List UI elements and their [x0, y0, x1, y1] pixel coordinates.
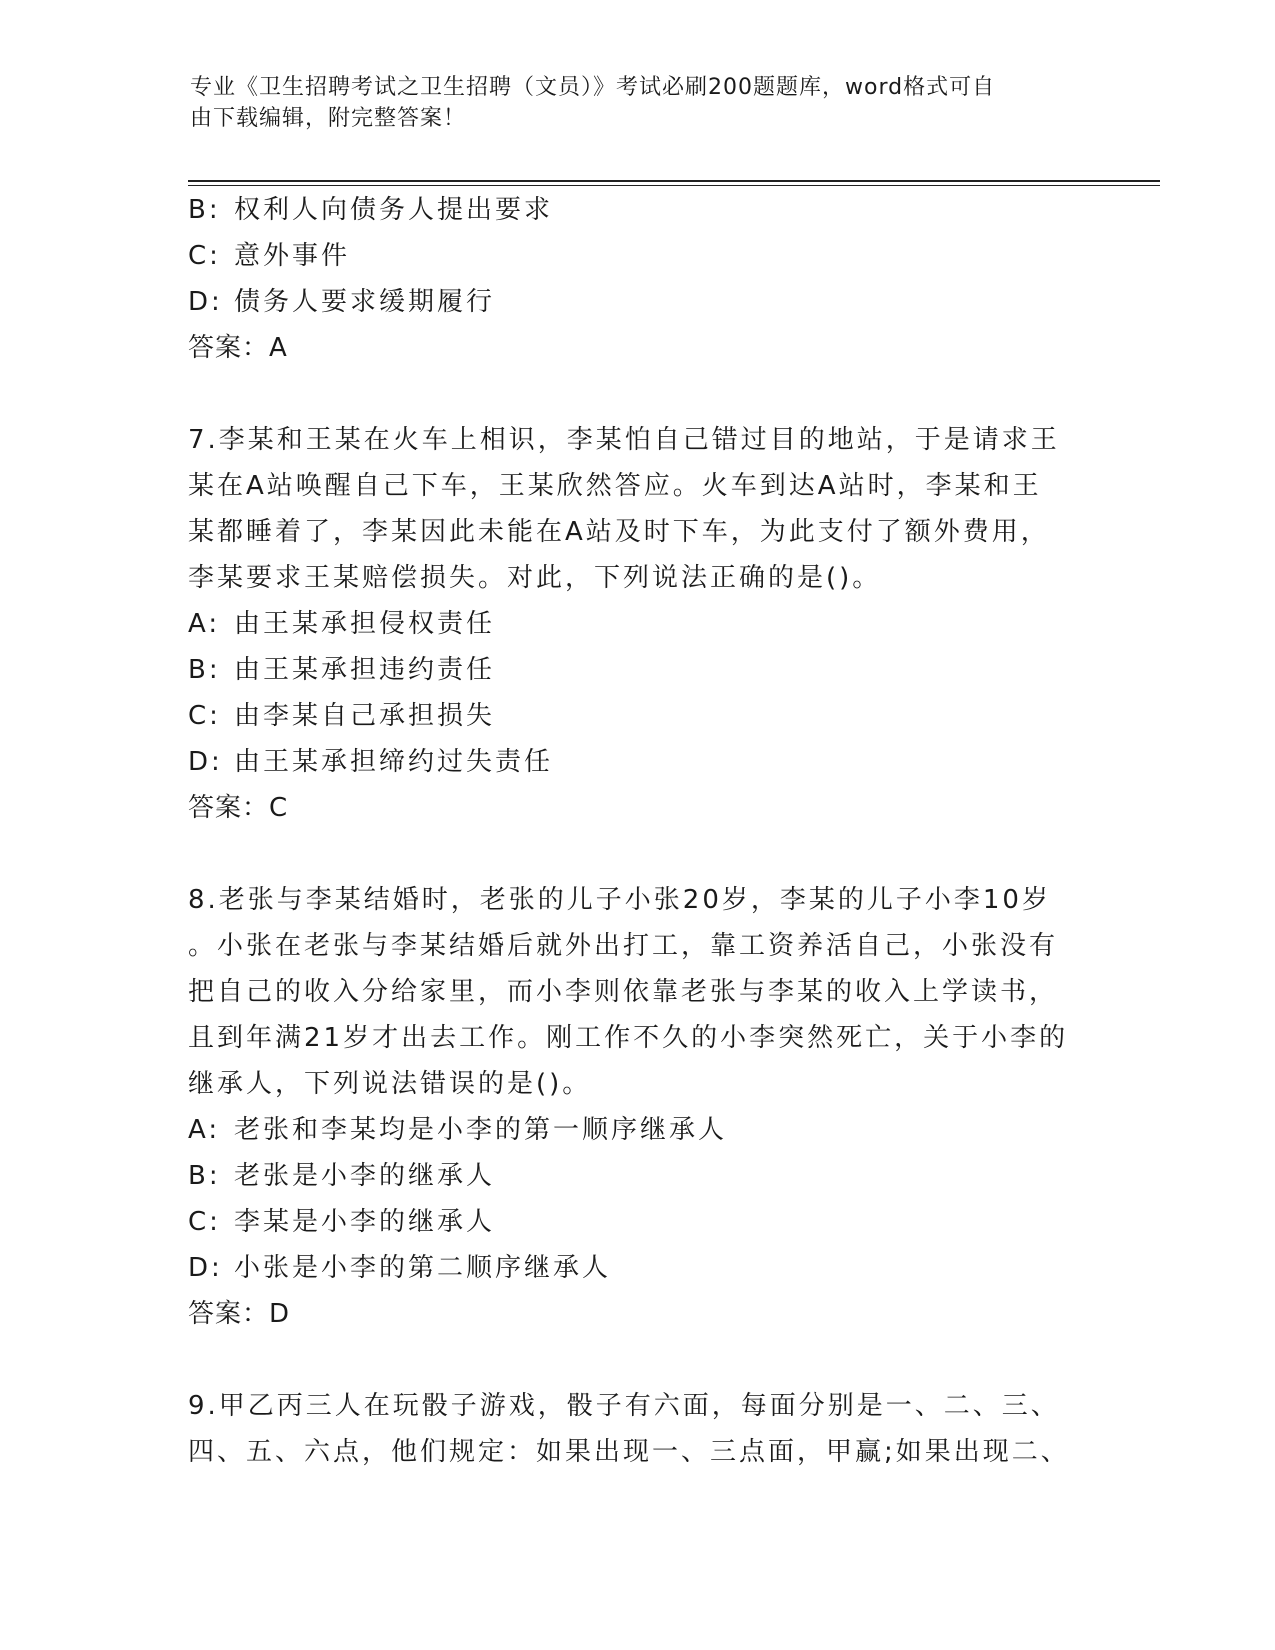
option-text: 小张是小李的第二顺序继承人: [234, 1253, 612, 1283]
option-b: [188, 187, 1088, 233]
option-b: [188, 1153, 1088, 1199]
page-header: [190, 72, 1070, 134]
option-key: D:: [188, 747, 223, 777]
header-line-1: 专业《卫生招聘考试之卫生招聘（文员）》考试必刷200题题库，word格式可自: [190, 75, 996, 100]
option-c: [188, 693, 1088, 739]
question-text-line: 且到年满21岁才出去工作。刚工作不久的小李突然死亡，关于小李的: [188, 1023, 1069, 1053]
option-text: 老张是小李的继承人: [234, 1161, 496, 1191]
option-text: 老张和李某均是小李的第一顺序继承人: [234, 1115, 728, 1145]
question-text-line: 继承人，下列说法错误的是()。: [188, 1069, 592, 1099]
option-d: [188, 1245, 1088, 1291]
answer-line: 答案：D: [188, 1299, 291, 1329]
option-text: 由李某自己承担损失: [234, 701, 496, 731]
option-key: C:: [188, 241, 221, 271]
option-text: 李某是小李的继承人: [234, 1207, 496, 1237]
question-text-line: 四、五、六点，他们规定：如果出现一、三点面，甲赢;如果出现二、: [188, 1437, 1070, 1467]
option-d: [188, 279, 1088, 325]
question-text-line: 李某要求王某赔偿损失。对此，下列说法正确的是()。: [188, 563, 882, 593]
answer-line: 答案：A: [188, 333, 288, 363]
option-d: [188, 739, 1088, 785]
option-text: 由王某承担缔约过失责任: [234, 747, 554, 777]
question-text-line: 。小张在老张与李某结婚后就外出打工，靠工资养活自己，小张没有: [188, 931, 1059, 961]
question-text-line: 某都睡着了，李某因此未能在A站及时下车，为此支付了额外费用，: [188, 517, 1050, 547]
option-text: 意外事件: [234, 241, 351, 271]
question-7: [188, 417, 1088, 831]
header-divider-thin: [188, 185, 1160, 186]
option-key: D:: [188, 287, 223, 317]
option-text: 权利人向债务人提出要求: [234, 195, 554, 225]
option-key: C:: [188, 1207, 221, 1237]
option-b: [188, 647, 1088, 693]
option-c: [188, 233, 1088, 279]
option-key: B:: [188, 195, 221, 225]
option-key: A:: [188, 609, 221, 639]
spacer: [188, 371, 1088, 417]
question-text-line: 把自己的收入分给家里，而小李则依靠老张与李某的收入上学读书，: [188, 977, 1059, 1007]
option-c: [188, 1199, 1088, 1245]
question-text-line: 9.甲乙丙三人在玩骰子游戏，骰子有六面，每面分别是一、二、三、: [188, 1391, 1060, 1421]
option-text: 债务人要求缓期履行: [234, 287, 496, 317]
option-key: B:: [188, 655, 221, 685]
option-a: [188, 1107, 1088, 1153]
answer-line: 答案：C: [188, 793, 289, 823]
header-line-2: 由下载编辑，附完整答案！: [190, 106, 467, 131]
header-divider-thick: [188, 180, 1160, 182]
question-8: [188, 877, 1088, 1337]
option-a: [188, 601, 1088, 647]
previous-question: [188, 187, 1088, 371]
option-key: D:: [188, 1253, 223, 1283]
spacer: [188, 1337, 1088, 1383]
option-text: 由王某承担侵权责任: [234, 609, 496, 639]
option-key: C:: [188, 701, 221, 731]
option-key: B:: [188, 1161, 221, 1191]
option-key: A:: [188, 1115, 221, 1145]
question-9: [188, 1383, 1088, 1475]
option-text: 由王某承担违约责任: [234, 655, 496, 685]
question-content: [188, 187, 1088, 1475]
spacer: [188, 831, 1088, 877]
question-text-line: 8.老张与李某结婚时，老张的儿子小张20岁，李某的儿子小李10岁: [188, 885, 1051, 915]
question-text-line: 某在A站唤醒自己下车，王某欣然答应。火车到达A站时，李某和王: [188, 471, 1042, 501]
question-text-line: 7.李某和王某在火车上相识，李某怕自己错过目的地站，于是请求王: [188, 425, 1060, 455]
